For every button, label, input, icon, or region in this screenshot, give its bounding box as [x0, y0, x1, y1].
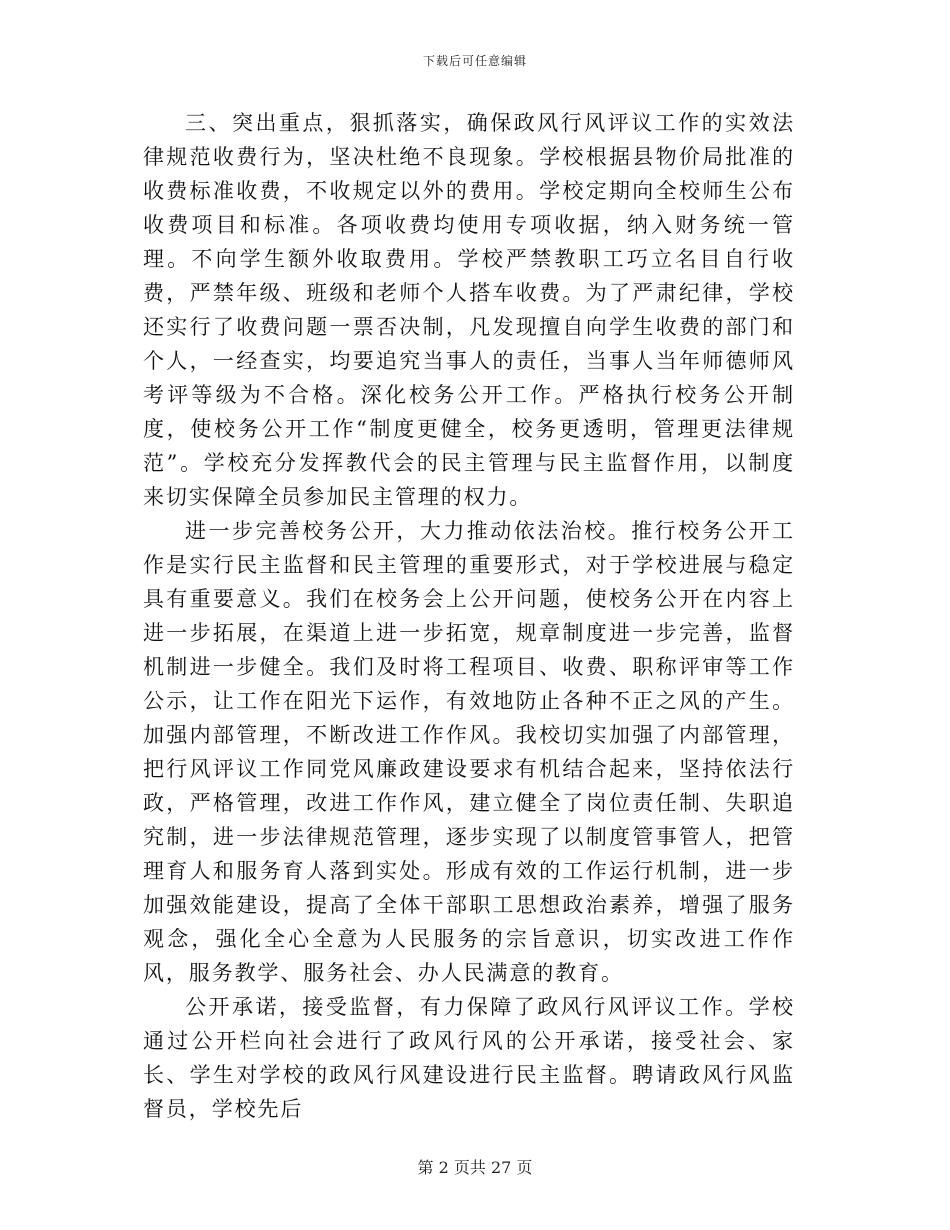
page-number: 第 2 页共 27 页 — [417, 1158, 533, 1177]
paragraph-3: 公开承诺，接受监督，有力保障了政风行风评议工作。学校通过公开栏向社会进行了政风行风的公开承诺，接受社会、家长、学生对学校的政风行风建设进行民主监督。聘请政风行风监督员，学校先后 — [143, 995, 795, 1121]
paragraph-1: 三、突出重点，狠抓落实，确保政风行风评议工作的实效法律规范收费行为，坚决杜绝不良现象。学校根据县物价局批准的收费标准收费，不收规定以外的费用。学校定期向全校师生公布收费项目和标准。各项收费均使用专项收据，纳入财务统一管理。不向学生额外收取费用。学校严禁教职工巧立名目自行收费，严禁年级、班级和老师个人搭车收费。为了严肃纪律，学校还实行了收费问题一票否决制，凡发现擅自向学生收费的部门和个人，一经查实，均要追究当事人的责任，当事人当年师德师风考评等级为不合格。深化校务公开工作。严格执行校务公开制度，使校务公开工作“制度更健全，校务更透明，管理更法律规范”。学校充分发挥教代会的民主管理与民主监督作用，以制度来切实保障全员参加民主管理的权力。 — [143, 111, 795, 509]
page-header: 下载后可任意编辑 — [422, 54, 527, 68]
paragraph-2: 进一步完善校务公开，大力推动依法治校。推行校务公开工作是实行民主监督和民主管理的重要形式，对于学校进展与稳定具有重要意义。我们在校务会上公开问题，使校务公开在内容上进一步拓展，在渠道上进一步拓宽，规章制度进一步完善，监督机制进一步健全。我们及时将工程项目、收费、职称评审等工作公示，让工作在阳光下运作，有效地防止各种不正之风的产生。加强内部管理，不断改进工作作风。我校切实加强了内部管理，把行风评议工作同党风廉政建设要求有机结合起来，坚持依法行政，严格管理，改进工作作风，建立健全了岗位责任制、失职追究制，进一步法律规范管理，逐步实现了以制度管事管人，把管理育人和服务育人落到实处。形成有效的工作运行机制，进一步加强效能建设，提高了全体干部职工思想政治素养，增强了服务观念，强化全心全意为人民服务的宗旨意识，切实改进工作作风，服务教学、服务社会、办人民满意的教育。 — [143, 519, 795, 985]
document-body — [143, 106, 795, 1126]
